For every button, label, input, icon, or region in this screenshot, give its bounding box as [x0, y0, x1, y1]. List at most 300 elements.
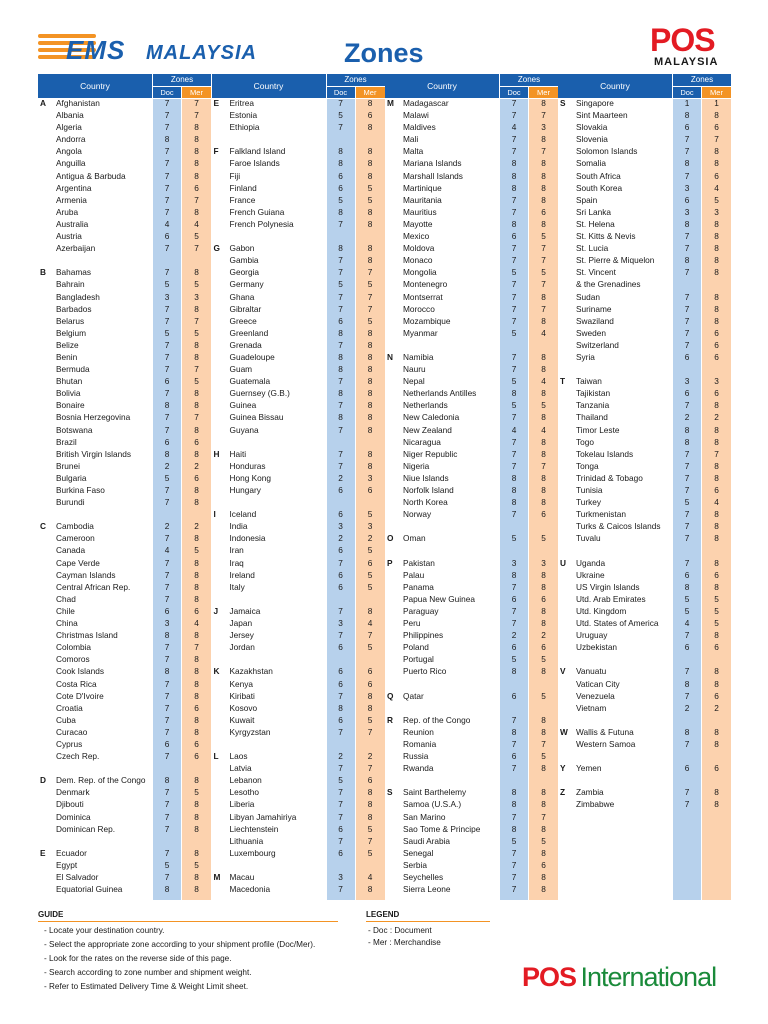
country-row [212, 617, 385, 629]
country-row [385, 157, 558, 169]
mer-zone: 3 [714, 376, 719, 387]
doc-zone: 7 [164, 412, 170, 423]
country-row [558, 617, 731, 629]
country-name: Tonga [576, 460, 599, 471]
mer-zone: 2 [541, 630, 546, 641]
doc-zone: 7 [164, 243, 170, 254]
section-letter: S [387, 787, 393, 798]
mer-zone: 8 [194, 872, 199, 882]
country-row [385, 557, 558, 569]
doc-zone: 7 [511, 618, 517, 629]
country-row [558, 726, 731, 738]
doc-zone: 8 [511, 799, 517, 810]
country-name: Laos [229, 751, 248, 762]
section-letter: K [213, 666, 220, 677]
country-row [558, 327, 731, 339]
country-row [38, 230, 211, 242]
country-name: Japan [229, 618, 253, 629]
doc-zone: 8 [684, 436, 690, 447]
country-name: Portugal [403, 654, 434, 665]
country-name: Colombia [56, 642, 92, 653]
country-name: Mauritius [403, 206, 437, 217]
country-name: Spain [576, 194, 598, 205]
country-row [212, 170, 385, 182]
doc-zone: 6 [511, 642, 517, 653]
section-letter: M [213, 872, 221, 882]
country-name: Nigeria [403, 460, 430, 471]
doc-zone: 8 [511, 472, 517, 483]
country-name: Paraguay [403, 605, 439, 616]
country-rows [385, 97, 558, 895]
doc-zone: 6 [164, 231, 170, 242]
country-row [212, 315, 385, 327]
mer-zone: 7 [541, 255, 546, 266]
doc-zone: 7 [164, 424, 170, 435]
country-row [385, 508, 558, 520]
doc-zone: 7 [511, 243, 517, 254]
country-name: Bangladesh [56, 291, 100, 302]
doc-zone: 7 [338, 884, 343, 895]
country-name: Bulgaria [56, 472, 87, 483]
doc-zone: 8 [164, 630, 170, 641]
country-row [38, 811, 211, 823]
zones-column-1 [38, 74, 211, 900]
country-name: Wallis & Futuna [576, 726, 634, 737]
country-row [558, 182, 731, 194]
country-name: Utd. States of America [576, 618, 659, 629]
country-row [38, 170, 211, 182]
country-row [385, 811, 558, 823]
doc-zone: 6 [164, 436, 170, 447]
country-row [385, 206, 558, 218]
country-row [212, 206, 385, 218]
country-row [38, 532, 211, 544]
guide-line: - Select the appropriate zone according to your shipment profile (Doc/Mer). [44, 940, 316, 949]
doc-zone: 7 [164, 702, 170, 713]
country-name: Morocco [403, 303, 435, 314]
country-row [385, 678, 558, 690]
mer-zone: 8 [714, 787, 719, 798]
mer-zone: 8 [194, 714, 199, 725]
doc-zone: 6 [684, 351, 690, 362]
country-name: Bosnia Herzegovina [56, 412, 131, 423]
mer-zone: 8 [194, 351, 199, 362]
country-name: Austria [56, 231, 82, 242]
country-name: Australia [56, 218, 89, 229]
country-row [558, 375, 731, 387]
pos-logo-text: POS [650, 22, 715, 58]
country-name: Togo [576, 436, 594, 447]
country-row [212, 678, 385, 690]
doc-zone: 8 [338, 702, 343, 713]
country-name: Palau [403, 569, 425, 580]
mer-zone: 8 [367, 206, 373, 217]
country-row [385, 411, 558, 423]
doc-zone: 7 [164, 485, 170, 495]
country-row [558, 762, 731, 774]
doc-zone: 7 [684, 460, 690, 471]
country-name: Samoa (U.S.A.) [403, 799, 462, 810]
mer-zone: 7 [367, 267, 373, 278]
country-name: St. Kitts & Nevis [576, 231, 636, 242]
mer-zone: 5 [367, 847, 373, 858]
country-row [385, 774, 558, 786]
country-name: Qatar [403, 690, 424, 701]
mer-zone: 8 [541, 581, 546, 592]
doc-zone: 7 [164, 122, 170, 133]
doc-zone: 7 [338, 690, 343, 701]
doc-zone: 6 [684, 122, 690, 133]
doc-zone: 7 [338, 811, 343, 822]
country-name: Mexico [403, 231, 430, 242]
country-row [212, 327, 385, 339]
country-name: Niger Republic [403, 448, 458, 459]
country-name: Iraq [229, 557, 244, 568]
mer-zone: 7 [367, 630, 373, 641]
country-row [38, 641, 211, 653]
doc-zone: 7 [684, 400, 690, 411]
doc-zone: 7 [684, 170, 690, 181]
country-row [38, 484, 211, 496]
doc-zone: 7 [684, 509, 690, 520]
mer-zone: 8 [367, 388, 373, 399]
doc-zone: 6 [338, 666, 343, 677]
country-name: Curacao [56, 726, 88, 737]
mer-zone: 8 [541, 714, 546, 725]
column-header [558, 74, 731, 98]
mer-zone: 8 [541, 170, 546, 181]
mer-zone: 8 [714, 557, 719, 568]
country-name: Ethiopia [229, 122, 260, 133]
mer-zone: 6 [714, 122, 719, 133]
section-letter: W [560, 726, 568, 737]
country-row [212, 641, 385, 653]
zones-column-4 [558, 74, 731, 900]
doc-zone: 7 [164, 388, 170, 399]
mer-zone: 2 [714, 412, 719, 423]
mer-zone: 8 [541, 388, 546, 399]
mer-zone: 8 [367, 364, 373, 375]
mer-zone: 7 [541, 110, 546, 121]
section-letter: R [387, 714, 393, 725]
country-name: Suriname [576, 303, 612, 314]
country-row [558, 544, 731, 556]
mer-zone: 8 [541, 569, 546, 580]
country-name: Myanmar [403, 327, 438, 338]
doc-zone: 7 [511, 714, 517, 725]
country-name: Belarus [56, 315, 85, 326]
doc-zone: 7 [684, 630, 690, 641]
country-row [38, 883, 211, 895]
mer-zone: 7 [367, 303, 373, 314]
country-row [212, 629, 385, 641]
doc-zone: 6 [338, 642, 343, 653]
country-row [558, 702, 731, 714]
doc-zone: 8 [164, 134, 170, 145]
doc-zone: 7 [684, 485, 690, 495]
mer-zone: 5 [714, 605, 719, 616]
mer-zone: 5 [367, 509, 373, 520]
doc-zone: 5 [511, 267, 517, 278]
country-row [212, 811, 385, 823]
doc-zone: 8 [511, 158, 517, 169]
mer-zone: 6 [367, 775, 373, 786]
country-name: St. Vincent [576, 267, 616, 278]
country-row [558, 508, 731, 520]
country-row [558, 714, 731, 726]
country-row [385, 883, 558, 895]
doc-zone: 4 [684, 618, 690, 629]
mer-zone: 8 [541, 605, 546, 616]
doc-zone: 8 [164, 775, 170, 786]
country-name: Gabon [229, 243, 255, 254]
country-row [558, 557, 731, 569]
country-row [385, 714, 558, 726]
country-row [38, 194, 211, 206]
country-row [38, 145, 211, 157]
doc-zone: 7 [511, 859, 517, 870]
mer-zone: 7 [541, 303, 546, 314]
country-row [212, 605, 385, 617]
mer-zone: 5 [194, 327, 199, 338]
country-name: Mariana Islands [403, 158, 462, 169]
country-name: Montserrat [403, 291, 443, 302]
doc-zone: 7 [511, 291, 517, 302]
country-name: Timor Leste [576, 424, 620, 435]
doc-zone: 8 [684, 158, 690, 169]
country-row [385, 617, 558, 629]
mer-zone: 5 [367, 581, 373, 592]
doc-zone: 7 [164, 339, 170, 350]
country-row [212, 448, 385, 460]
doc-zone: 7 [684, 666, 690, 677]
doc-zone: 7 [511, 194, 517, 205]
mer-zone: 8 [367, 605, 373, 616]
mer-zone: 7 [541, 243, 546, 254]
mer-zone: 7 [367, 726, 373, 737]
country-row [38, 424, 211, 436]
doc-zone: 7 [164, 364, 170, 375]
country-row [38, 472, 211, 484]
doc-zone: 5 [511, 376, 517, 387]
country-row [558, 303, 731, 315]
country-name: Pakistan [403, 557, 435, 568]
doc-zone: 5 [684, 605, 690, 616]
mer-zone: 7 [541, 279, 546, 290]
country-row [558, 581, 731, 593]
country-name: Utd. Arab Emirates [576, 593, 646, 604]
country-name: Poland [403, 642, 429, 653]
country-row [558, 460, 731, 472]
country-row [212, 266, 385, 278]
legend-section [366, 910, 490, 949]
country-name: Venezuela [576, 690, 615, 701]
mer-zone: 6 [367, 485, 373, 495]
country-row [212, 303, 385, 315]
country-name: India [229, 521, 248, 532]
country-row [38, 496, 211, 508]
doc-zone: 7 [684, 738, 690, 749]
country-row [558, 291, 731, 303]
mer-zone: 8 [194, 400, 199, 411]
mer-zone: 8 [194, 267, 199, 278]
country-row [212, 351, 385, 363]
mer-zone: 8 [194, 654, 199, 665]
mer-zone: 4 [714, 182, 719, 193]
page-header [0, 0, 768, 74]
country-name: Switzerland [576, 339, 619, 350]
country-name: Botswana [56, 424, 93, 435]
mer-zone: 6 [194, 472, 199, 483]
country-row [385, 194, 558, 206]
doc-zone: 7 [684, 557, 690, 568]
doc-zone: 7 [164, 170, 170, 181]
country-row [38, 206, 211, 218]
country-row [558, 121, 731, 133]
country-name: Guinea Bissau [229, 412, 284, 423]
doc-zone: 2 [684, 412, 690, 423]
doc-zone: 6 [338, 823, 343, 834]
country-row [385, 859, 558, 871]
country-row [558, 387, 731, 399]
doc-zone: 5 [164, 279, 170, 290]
doc-zone: 7 [511, 436, 517, 447]
country-row [558, 411, 731, 423]
doc-zone: 5 [164, 859, 170, 870]
country-name: Thailand [576, 412, 608, 423]
country-name: Albania [56, 110, 84, 121]
country-name: Eritrea [229, 98, 254, 108]
country-row [212, 278, 385, 290]
mer-zone: 8 [714, 218, 719, 229]
mer-zone: 8 [541, 98, 546, 108]
country-row [212, 472, 385, 484]
country-row [212, 484, 385, 496]
doc-zone: 5 [684, 497, 690, 508]
country-row [385, 835, 558, 847]
doc-zone: 2 [164, 521, 170, 532]
country-name: St. Pierre & Miquelon [576, 255, 655, 266]
country-row [212, 702, 385, 714]
country-name: Argentina [56, 182, 92, 193]
doc-zone: 8 [511, 485, 517, 495]
country-name: Slovakia [576, 122, 608, 133]
country-row [558, 97, 731, 109]
doc-header: Doc [153, 87, 181, 98]
country-row [212, 871, 385, 883]
country-name: Netherlands [403, 400, 448, 411]
doc-zone: 7 [511, 763, 517, 774]
country-row [38, 726, 211, 738]
country-row [212, 750, 385, 762]
country-row [385, 581, 558, 593]
country-row [385, 520, 558, 532]
country-name: Kyrgyzstan [229, 726, 271, 737]
zones-header: Zones [327, 74, 385, 86]
country-name: Luxembourg [229, 847, 276, 858]
country-name: South Korea [576, 182, 623, 193]
section-letter: E [213, 98, 220, 108]
mer-zone: 8 [194, 581, 199, 592]
country-row [212, 726, 385, 738]
country-row [38, 774, 211, 786]
mer-zone: 6 [541, 642, 546, 653]
country-name: Benin [56, 351, 78, 362]
country-row [212, 133, 385, 145]
country-row [558, 424, 731, 436]
country-row [558, 484, 731, 496]
country-row [385, 145, 558, 157]
mer-zone: 8 [367, 702, 373, 713]
country-name: Indonesia [229, 533, 266, 544]
country-row [38, 835, 211, 847]
mer-zone: 8 [367, 98, 373, 108]
mer-zone: 7 [541, 811, 546, 822]
country-row [38, 121, 211, 133]
mer-zone: 3 [367, 521, 373, 532]
doc-zone: 6 [164, 605, 170, 616]
doc-zone: 2 [164, 460, 170, 471]
country-row [212, 375, 385, 387]
doc-zone: 7 [684, 231, 690, 242]
country-name: Mozambique [403, 315, 451, 326]
country-row [558, 678, 731, 690]
country-name: Bahamas [56, 267, 92, 278]
mer-zone: 8 [194, 170, 199, 181]
country-name: Honduras [229, 460, 266, 471]
doc-zone: 7 [164, 194, 170, 205]
country-name: Western Samoa [576, 738, 636, 749]
mer-zone: 8 [714, 400, 719, 411]
country-name: Dominican Rep. [56, 823, 116, 834]
country-row [385, 593, 558, 605]
country-row [385, 278, 558, 290]
country-row [38, 859, 211, 871]
country-row [385, 665, 558, 677]
country-name: Sierra Leone [403, 884, 451, 895]
country-row [558, 315, 731, 327]
mer-zone: 7 [714, 448, 719, 459]
country-row [558, 750, 731, 762]
country-row [212, 569, 385, 581]
doc-zone: 7 [164, 751, 170, 762]
doc-zone: 8 [338, 206, 343, 217]
country-row [385, 871, 558, 883]
country-row [38, 303, 211, 315]
section-letter: B [40, 267, 46, 278]
doc-zone: 8 [338, 351, 343, 362]
mer-zone: 8 [194, 775, 199, 786]
doc-zone: 5 [338, 279, 343, 290]
country-row [558, 653, 731, 665]
country-name: Guinea [229, 400, 257, 411]
country-row [212, 508, 385, 520]
mer-zone: 8 [194, 569, 199, 580]
country-name: Libyan Jamahiriya [229, 811, 297, 822]
country-name: Kiribati [229, 690, 255, 701]
mer-zone: 6 [714, 485, 719, 495]
doc-zone: 7 [684, 303, 690, 314]
country-row [38, 665, 211, 677]
country-name: Grenada [229, 339, 262, 350]
country-row [558, 798, 731, 810]
doc-zone: 6 [338, 485, 343, 495]
country-name: Iran [229, 545, 244, 556]
country-name: Mongolia [403, 267, 437, 278]
country-name: Singapore [576, 98, 614, 108]
mer-zone: 8 [194, 799, 199, 810]
country-name: Rep. of the Congo [403, 714, 471, 725]
